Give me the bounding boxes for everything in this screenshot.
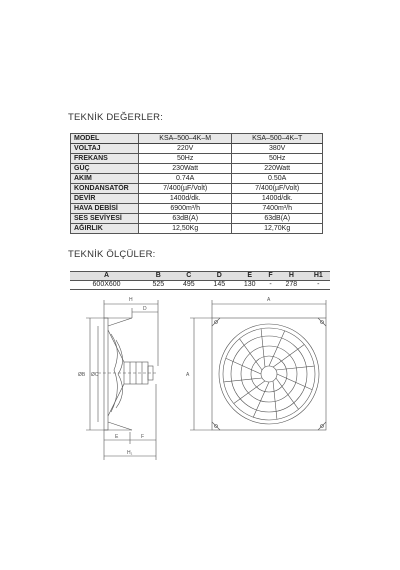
spec-value-model-t: 63dB(A) [232,214,323,224]
spec-value-model-t: 12,70Kg [232,224,323,234]
spec-label: DEVİR [71,194,139,204]
dimension-header: E [235,272,265,281]
guard-spoke [234,381,265,404]
spec-value-model-t: 7400m³/h [232,204,323,214]
guard-spoke [239,339,262,370]
dimension-header: B [143,272,173,281]
dimension-header: D [204,272,234,281]
front-hub [261,366,277,382]
spec-value-model-m: 1400d/dk. [139,194,232,204]
spec-value-model-m: 6900m³/h [139,204,232,214]
dimension-value: 495 [174,281,204,290]
spec-value-model-t: 0.50A [232,174,323,184]
dim-label-d: D [143,306,147,312]
guard-spoke [273,344,304,367]
spec-label: AKIM [71,174,139,184]
guard-spoke [276,378,299,409]
spec-value-model-t: 380V [232,144,323,154]
dim-label-b: ØB [78,372,86,378]
dim-label-f: F [141,434,145,440]
dimension-value: 600X600 [70,281,143,290]
spec-value-model-t: 50Hz [232,154,323,164]
dimension-header: H [276,272,306,281]
dim-label-e: E [115,434,119,440]
dim-label-a-side: A [186,372,190,378]
spec-value-model-m: 220V [139,144,232,154]
spec-value-model-t: 7/400(µF/Volt) [232,184,323,194]
spec-value-model-m: 50Hz [139,154,232,164]
spec-label: FREKANS [71,154,139,164]
guard-spoke [261,329,265,367]
spec-value-model-t: KSA–500–4K–T [232,134,323,144]
technical-values-title: TEKNİK DEĞERLER: [68,112,164,123]
dimension-value: - [307,281,330,290]
spec-label: HAVA DEBİSİ [71,204,139,214]
spec-value-model-m: 63dB(A) [139,214,232,224]
side-plate [104,318,108,430]
technical-dimensions-title: TEKNİK ÖLÇÜLER: [68,249,156,260]
spec-value-model-m: KSA–500–4K–M [139,134,232,144]
dimension-value: 145 [204,281,234,290]
guard-spoke [273,381,277,419]
spec-label: SES SEVİYESİ [71,214,139,224]
dimension-value: - [265,281,276,290]
dimension-header: A [70,272,143,281]
dimension-header: F [265,272,276,281]
spec-value-model-m: 230Watt [139,164,232,174]
dimension-value: 525 [143,281,173,290]
spec-value-model-m: 12,50Kg [139,224,232,234]
spec-value-model-t: 220Watt [232,164,323,174]
spec-label: MODEL [71,134,139,144]
spec-value-model-m: 0.74A [139,174,232,184]
spec-value-model-m: 7/400(µF/Volt) [139,184,232,194]
spec-value-model-t: 1400d/dk. [232,194,323,204]
spec-label: KONDANSATÖR [71,184,139,194]
dimension-header: H1 [307,272,330,281]
dim-label-h: H [129,297,133,303]
dimension-value: 130 [235,281,265,290]
spec-label: GÜÇ [71,164,139,174]
dim-label-a-top: A [267,297,271,303]
dim-label-c: ØC [91,372,99,378]
spec-label: AĞIRLIK [71,224,139,234]
front-guard-outer [219,324,319,424]
guard-spoke [224,378,262,382]
dimension-header: C [174,272,204,281]
dim-label-h1: H₁ [127,450,133,456]
dimension-value: 278 [276,281,306,290]
front-frame [212,318,326,430]
guard-spoke [276,366,314,370]
spec-label: VOLTAJ [71,144,139,154]
